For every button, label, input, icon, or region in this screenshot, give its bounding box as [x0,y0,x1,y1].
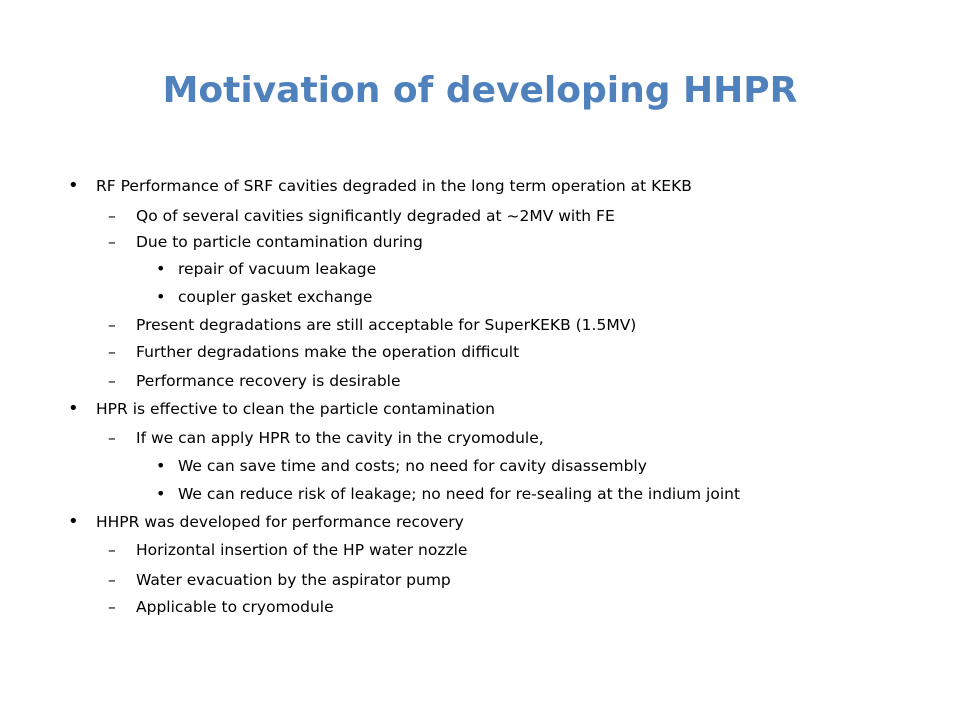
bullet-text: coupler gasket exchange [178,288,373,306]
dash-marker: – [108,541,116,559]
bullet-marker: • [68,398,79,419]
bullet-item-level2 [108,428,544,448]
bullet-item-level3 [156,287,373,307]
bullet-text: RF Performance of SRF cavities degraded in the long term operation at KEKB [96,177,692,195]
bullet-text: Qo of several cavities significantly degraded at ~2MV with FE [136,207,615,225]
bullet-marker: • [156,287,166,306]
bullet-item-level2 [108,597,334,617]
dash-marker: – [108,207,116,225]
bullet-text: repair of vacuum leakage [178,260,377,278]
bullet-text: We can save time and costs; no need for cavity disassembly [178,457,647,475]
bullet-text: Due to particle contamination during [136,233,423,251]
bullet-text: Further degradations make the operation difficult [136,343,520,361]
bullet-item-level1 [68,175,692,196]
dash-marker: – [108,372,116,390]
dash-marker: – [108,233,116,251]
dash-marker: – [108,598,116,616]
bullet-item-level3 [156,484,741,504]
bullet-item-level2 [108,315,637,335]
bullet-marker: • [156,259,166,278]
bullet-item-level3 [156,259,377,279]
bullet-item-level2 [108,232,423,252]
bullet-text: Applicable to cryomodule [136,598,334,616]
bullet-item-level2 [108,540,468,560]
slide-title: Motivation of developing HHPR [162,70,798,111]
bullet-text: If we can apply HPR to the cavity in the cryomodule, [136,429,544,447]
bullet-item-level1 [68,511,464,532]
bullet-marker: • [68,175,79,196]
bullet-item-level2 [108,206,615,226]
bullet-item-level2 [108,342,520,362]
bullet-item-level3 [156,456,647,476]
bullet-item-level2 [108,570,451,590]
bullet-text: Horizontal insertion of the HP water nozzle [136,541,468,559]
dash-marker: – [108,429,116,447]
dash-marker: – [108,343,116,361]
bullet-text: Present degradations are still acceptable for SuperKEKB (1.5MV) [136,316,637,334]
bullet-text: We can reduce risk of leakage; no need for re-sealing at the indium joint [178,485,741,503]
dash-marker: – [108,316,116,334]
bullet-text: HHPR was developed for performance recovery [96,513,464,531]
bullet-item-level1 [68,398,495,419]
bullet-text: Performance recovery is desirable [136,372,401,390]
bullet-item-level2 [108,371,401,391]
bullet-text: Water evacuation by the aspirator pump [136,571,451,589]
bullet-marker: • [156,456,166,475]
dash-marker: – [108,571,116,589]
bullet-marker: • [68,511,79,532]
bullet-text: HPR is effective to clean the particle contamination [96,400,495,418]
bullet-marker: • [156,484,166,503]
